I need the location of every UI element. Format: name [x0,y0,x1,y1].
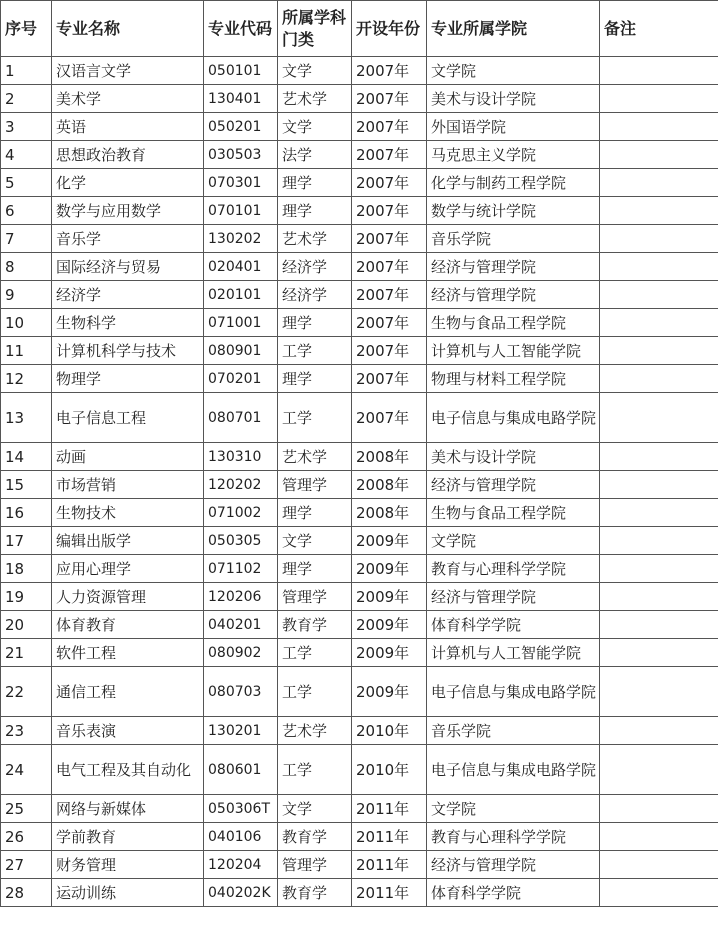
cell-remarks [600,197,718,225]
header-major-code: 专业代码 [204,1,278,57]
cell-college: 电子信息与集成电路学院 [427,667,600,717]
cell-remarks [600,527,718,555]
table-row [1,745,718,795]
table-row [1,365,718,393]
cell-remarks [600,393,718,443]
cell-discipline: 文学 [278,113,352,141]
cell-remarks [600,141,718,169]
cell-start-year: 2011年 [352,795,427,823]
cell-college: 经济与管理学院 [427,281,600,309]
cell-major-code: 050306T [204,795,278,823]
table-row [1,225,718,253]
cell-index: 5 [1,169,52,197]
cell-discipline: 理学 [278,555,352,583]
cell-major-code: 030503 [204,141,278,169]
cell-start-year: 2011年 [352,879,427,907]
cell-major-code: 080701 [204,393,278,443]
table-row [1,197,718,225]
table-row [1,393,718,443]
cell-remarks [600,583,718,611]
table-row [1,795,718,823]
cell-major-name: 通信工程 [52,667,204,717]
cell-discipline: 教育学 [278,879,352,907]
cell-remarks [600,667,718,717]
cell-major-code: 130202 [204,225,278,253]
cell-major-name: 汉语言文学 [52,57,204,85]
cell-discipline: 工学 [278,639,352,667]
cell-college: 数学与统计学院 [427,197,600,225]
cell-college: 经济与管理学院 [427,583,600,611]
table-row [1,169,718,197]
cell-start-year: 2007年 [352,57,427,85]
cell-index: 11 [1,337,52,365]
cell-discipline: 理学 [278,309,352,337]
cell-index: 1 [1,57,52,85]
cell-remarks [600,717,718,745]
table-row [1,281,718,309]
cell-major-code: 040202K [204,879,278,907]
cell-start-year: 2009年 [352,583,427,611]
cell-major-name: 经济学 [52,281,204,309]
cell-college: 教育与心理科学学院 [427,555,600,583]
cell-index: 9 [1,281,52,309]
cell-major-name: 市场营销 [52,471,204,499]
cell-start-year: 2008年 [352,471,427,499]
cell-start-year: 2010年 [352,717,427,745]
cell-major-code: 120202 [204,471,278,499]
header-remarks: 备注 [600,1,718,57]
cell-remarks [600,443,718,471]
cell-start-year: 2007年 [352,365,427,393]
cell-college: 经济与管理学院 [427,253,600,281]
cell-major-name: 软件工程 [52,639,204,667]
cell-index: 12 [1,365,52,393]
cell-major-code: 050101 [204,57,278,85]
cell-start-year: 2008年 [352,499,427,527]
cell-remarks [600,795,718,823]
cell-discipline: 艺术学 [278,225,352,253]
cell-major-code: 070201 [204,365,278,393]
cell-major-name: 生物技术 [52,499,204,527]
cell-discipline: 工学 [278,667,352,717]
table-row [1,717,718,745]
cell-discipline: 法学 [278,141,352,169]
cell-major-name: 化学 [52,169,204,197]
cell-discipline: 文学 [278,795,352,823]
cell-index: 2 [1,85,52,113]
cell-discipline: 艺术学 [278,85,352,113]
cell-major-code: 040106 [204,823,278,851]
cell-discipline: 管理学 [278,583,352,611]
cell-index: 22 [1,667,52,717]
cell-major-name: 生物科学 [52,309,204,337]
cell-major-name: 运动训练 [52,879,204,907]
table-row [1,253,718,281]
cell-college: 教育与心理科学学院 [427,823,600,851]
cell-start-year: 2009年 [352,639,427,667]
cell-major-name: 计算机科学与技术 [52,337,204,365]
cell-major-name: 编辑出版学 [52,527,204,555]
cell-college: 文学院 [427,795,600,823]
cell-major-code: 080901 [204,337,278,365]
cell-remarks [600,499,718,527]
cell-remarks [600,253,718,281]
cell-college: 马克思主义学院 [427,141,600,169]
cell-major-name: 学前教育 [52,823,204,851]
cell-start-year: 2007年 [352,113,427,141]
table-row [1,639,718,667]
cell-index: 8 [1,253,52,281]
cell-major-code: 130310 [204,443,278,471]
cell-college: 经济与管理学院 [427,851,600,879]
table-row [1,823,718,851]
cell-major-code: 130401 [204,85,278,113]
cell-index: 26 [1,823,52,851]
cell-major-name: 电子信息工程 [52,393,204,443]
table-row [1,611,718,639]
cell-index: 4 [1,141,52,169]
cell-major-code: 120206 [204,583,278,611]
table-row [1,471,718,499]
cell-start-year: 2007年 [352,281,427,309]
cell-discipline: 教育学 [278,823,352,851]
cell-remarks [600,85,718,113]
cell-major-name: 动画 [52,443,204,471]
cell-college: 体育科学学院 [427,611,600,639]
cell-remarks [600,611,718,639]
cell-major-name: 应用心理学 [52,555,204,583]
cell-college: 生物与食品工程学院 [427,309,600,337]
cell-index: 15 [1,471,52,499]
table-row [1,141,718,169]
cell-index: 28 [1,879,52,907]
cell-index: 21 [1,639,52,667]
cell-major-code: 050305 [204,527,278,555]
header-start-year: 开设年份 [352,1,427,57]
cell-major-name: 物理学 [52,365,204,393]
cell-discipline: 理学 [278,365,352,393]
cell-discipline: 文学 [278,57,352,85]
table-row [1,555,718,583]
cell-start-year: 2011年 [352,851,427,879]
cell-college: 美术与设计学院 [427,85,600,113]
cell-start-year: 2009年 [352,611,427,639]
cell-remarks [600,851,718,879]
cell-index: 20 [1,611,52,639]
cell-college: 美术与设计学院 [427,443,600,471]
cell-start-year: 2007年 [352,197,427,225]
table-row [1,583,718,611]
cell-remarks [600,745,718,795]
cell-remarks [600,471,718,499]
cell-remarks [600,309,718,337]
cell-major-code: 020101 [204,281,278,309]
header-major-name: 专业名称 [52,1,204,57]
cell-major-name: 电气工程及其自动化 [52,745,204,795]
cell-start-year: 2007年 [352,225,427,253]
cell-discipline: 文学 [278,527,352,555]
cell-remarks [600,639,718,667]
cell-start-year: 2007年 [352,169,427,197]
cell-remarks [600,365,718,393]
cell-college: 电子信息与集成电路学院 [427,745,600,795]
cell-discipline: 经济学 [278,253,352,281]
cell-discipline: 理学 [278,169,352,197]
cell-start-year: 2009年 [352,555,427,583]
cell-college: 计算机与人工智能学院 [427,639,600,667]
cell-index: 10 [1,309,52,337]
table-header-row [1,1,718,57]
cell-major-code: 050201 [204,113,278,141]
table-row [1,57,718,85]
cell-major-code: 080601 [204,745,278,795]
cell-discipline: 管理学 [278,471,352,499]
cell-college: 电子信息与集成电路学院 [427,393,600,443]
table-row [1,113,718,141]
cell-major-code: 070301 [204,169,278,197]
cell-college: 经济与管理学院 [427,471,600,499]
cell-remarks [600,879,718,907]
cell-major-code: 070101 [204,197,278,225]
cell-college: 外国语学院 [427,113,600,141]
cell-index: 6 [1,197,52,225]
cell-major-code: 040201 [204,611,278,639]
cell-start-year: 2007年 [352,141,427,169]
cell-start-year: 2007年 [352,253,427,281]
cell-major-name: 网络与新媒体 [52,795,204,823]
table-row [1,527,718,555]
cell-discipline: 理学 [278,197,352,225]
cell-remarks [600,823,718,851]
cell-discipline: 理学 [278,499,352,527]
cell-major-code: 080902 [204,639,278,667]
cell-major-name: 音乐学 [52,225,204,253]
table-row [1,851,718,879]
cell-start-year: 2009年 [352,527,427,555]
cell-start-year: 2008年 [352,443,427,471]
cell-college: 生物与食品工程学院 [427,499,600,527]
cell-start-year: 2010年 [352,745,427,795]
cell-discipline: 经济学 [278,281,352,309]
cell-discipline: 管理学 [278,851,352,879]
cell-major-name: 人力资源管理 [52,583,204,611]
cell-major-code: 120204 [204,851,278,879]
cell-major-name: 英语 [52,113,204,141]
cell-index: 25 [1,795,52,823]
cell-major-code: 071102 [204,555,278,583]
cell-start-year: 2011年 [352,823,427,851]
table-row [1,499,718,527]
cell-discipline: 教育学 [278,611,352,639]
cell-index: 14 [1,443,52,471]
cell-college: 物理与材料工程学院 [427,365,600,393]
cell-major-name: 思想政治教育 [52,141,204,169]
cell-index: 27 [1,851,52,879]
cell-college: 计算机与人工智能学院 [427,337,600,365]
cell-discipline: 艺术学 [278,717,352,745]
cell-major-name: 财务管理 [52,851,204,879]
cell-major-code: 080703 [204,667,278,717]
cell-major-name: 国际经济与贸易 [52,253,204,281]
cell-major-name: 美术学 [52,85,204,113]
cell-index: 18 [1,555,52,583]
cell-college: 体育科学学院 [427,879,600,907]
cell-start-year: 2007年 [352,309,427,337]
cell-major-name: 音乐表演 [52,717,204,745]
cell-college: 音乐学院 [427,225,600,253]
cell-index: 24 [1,745,52,795]
cell-major-code: 071001 [204,309,278,337]
cell-index: 3 [1,113,52,141]
cell-major-code: 130201 [204,717,278,745]
cell-remarks [600,169,718,197]
cell-remarks [600,113,718,141]
cell-index: 16 [1,499,52,527]
cell-index: 7 [1,225,52,253]
table-row [1,879,718,907]
cell-index: 17 [1,527,52,555]
cell-college: 化学与制药工程学院 [427,169,600,197]
cell-discipline: 工学 [278,393,352,443]
cell-remarks [600,281,718,309]
cell-start-year: 2007年 [352,393,427,443]
cell-major-name: 数学与应用数学 [52,197,204,225]
cell-index: 19 [1,583,52,611]
cell-remarks [600,225,718,253]
cell-college: 文学院 [427,527,600,555]
cell-major-code: 071002 [204,499,278,527]
header-college: 专业所属学院 [427,1,600,57]
cell-remarks [600,337,718,365]
header-discipline: 所属学科门类 [278,1,352,57]
header-index: 序号 [1,1,52,57]
table-body [1,57,718,907]
cell-start-year: 2007年 [352,85,427,113]
cell-discipline: 艺术学 [278,443,352,471]
cell-remarks [600,57,718,85]
cell-start-year: 2009年 [352,667,427,717]
cell-index: 23 [1,717,52,745]
table-row [1,85,718,113]
cell-discipline: 工学 [278,745,352,795]
cell-start-year: 2007年 [352,337,427,365]
cell-remarks [600,555,718,583]
cell-major-code: 020401 [204,253,278,281]
table-row [1,337,718,365]
table-row [1,443,718,471]
cell-discipline: 工学 [278,337,352,365]
cell-index: 13 [1,393,52,443]
table-row [1,667,718,717]
cell-college: 文学院 [427,57,600,85]
table-row [1,309,718,337]
cell-major-name: 体育教育 [52,611,204,639]
cell-college: 音乐学院 [427,717,600,745]
